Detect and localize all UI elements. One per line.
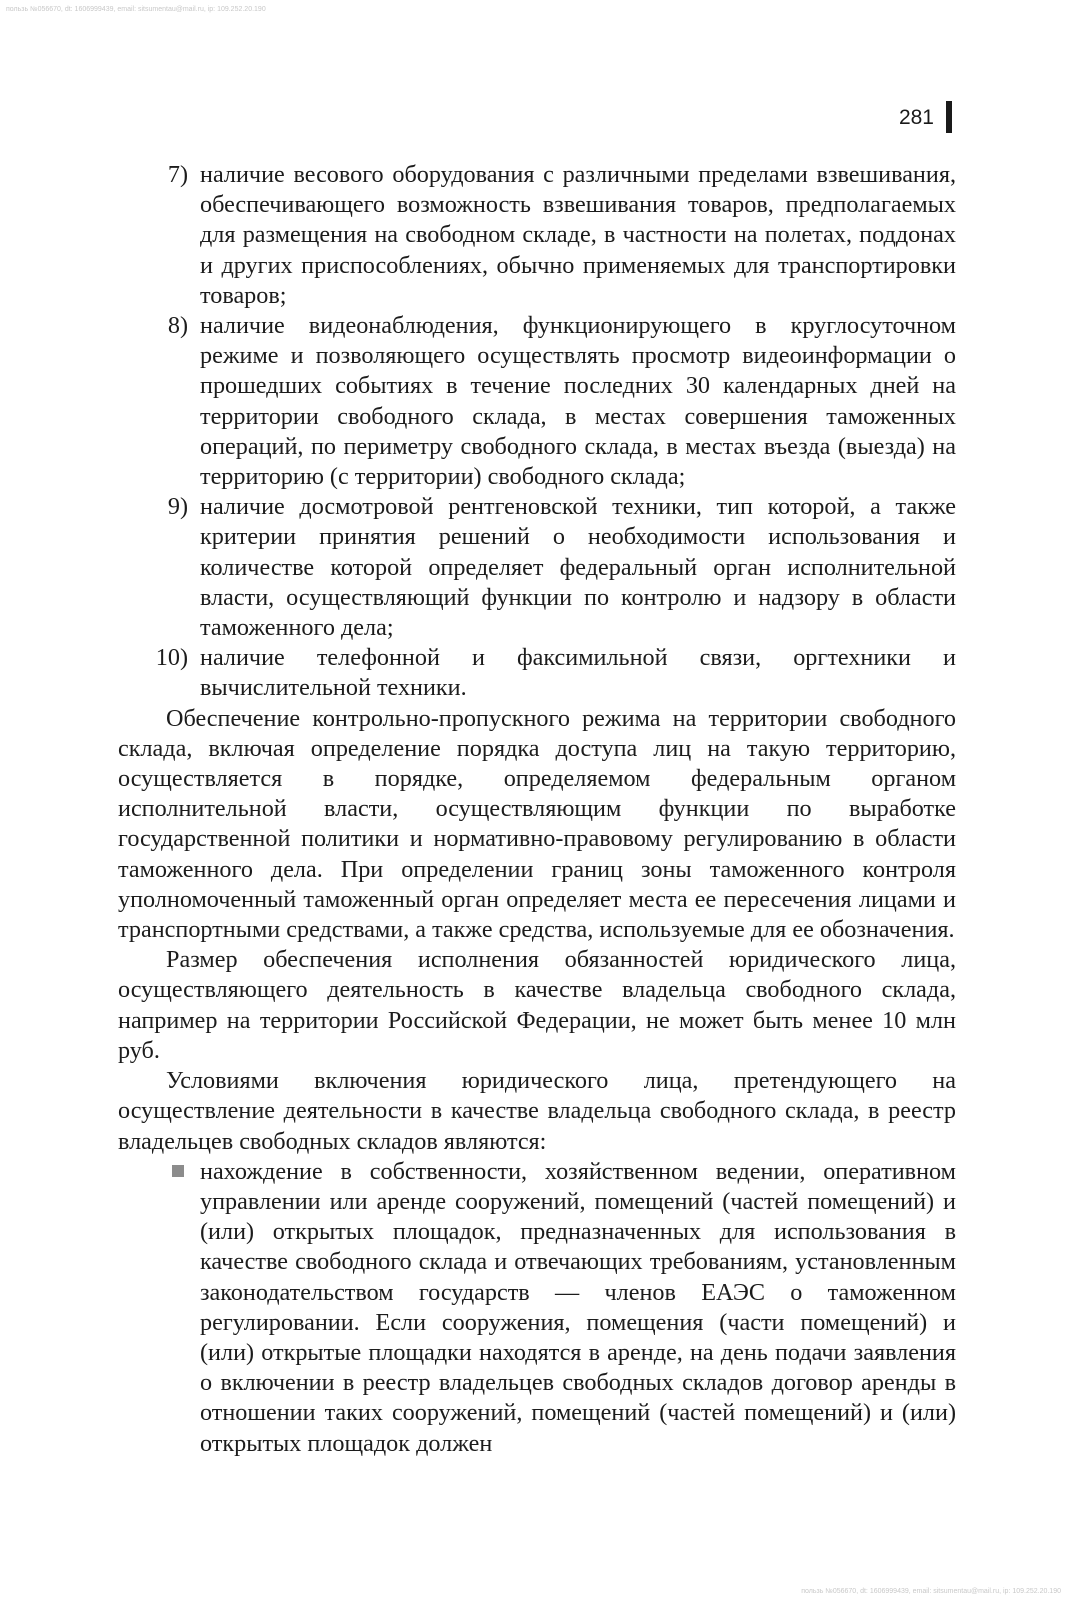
bullet-item (118, 1157, 956, 1459)
square-bullet-icon (172, 1165, 184, 1177)
bullet-item-text: нахождение в собственности, хозяйственном ведении, оперативном управлении или аренде сооружений, помещений (частей помещений) и (или) открытых площадок, предназначенных для использования в качестве свободного склада и отвечающих требованиям, установленным законодательством государств — членов ЕАЭС о таможенном регулировании. Если сооружения, помещения (части помещений) и (или) открытые площадки находятся в аренде, на день подачи заявления о включении в реестр владельцев свободных складов договор аренды в отношении таких сооружений, помещений (частей помещений) и (или) открытых площадок должен (200, 1157, 956, 1457)
paragraph-registry-conditions: Условиями включения юридического лица, претендующего на осуществление деятельности в качестве владельца свободного склада, в реестр владельцев свободных складов являются: (118, 1067, 956, 1155)
list-item (118, 160, 956, 311)
paragraph-checkpoint-regime: Обеспечение контрольно-пропускного режима на территории свободного склада, включая определение порядка доступа лиц на такую территорию, осуществляется в порядке, определяемом федеральным органом исполнительной власти, осуществляющим функции по выработке государственной политики и нормативно-правовому регулированию в области таможенного дела. При определении границ зоны таможенного контроля уполномоченный таможенный орган определяет места ее пересечения лицами и транспортными средствами, а также средства, используемые для ее обозначения. (118, 704, 956, 944)
list-item (118, 492, 956, 643)
numbered-list (118, 160, 956, 704)
list-item-number: 8) (167, 312, 188, 340)
list-item (118, 311, 956, 492)
page-number: 281 (898, 106, 934, 129)
watermark-top: пользь №056670, dt: 1606999439, email: sitsumentau@mail.ru, ip: 109.252.20.190 (6, 6, 266, 13)
list-item-number: 7) (167, 161, 188, 188)
watermark-bottom: пользь №056670, dt: 1606999439, email: sitsumentau@mail.ru, ip: 109.252.20.190 (801, 1588, 1061, 1595)
paragraph-security-amount: Размер обеспечения исполнения обязанностей юридического лица, осуществляющего деятельность в качестве владельца свободного склада, например на территории Российской Федерации, не может быть менее 10 млн руб. (118, 946, 956, 1064)
page-number-bar (946, 101, 952, 133)
list-item-text: наличие досмотровой рентгеновской техники, тип которой, а также критерии принятия решений о необходимости использования и количестве которой определяет федеральный орган исполнительной власти, осуществляющий функции по контролю и надзору в области таможенного дела; (200, 493, 956, 642)
list-item (118, 643, 956, 703)
bullet-list (118, 1157, 956, 1459)
list-item-text: наличие видеонаблюдения, функционирующего в круглосуточном режиме и позволяющего осуществлять просмотр видеоинформации о прошедших событиях в течение последних 30 календарных дней на территории свободного склада, в местах совершения таможенных операций, по периметру свободного склада, в местах въезда (выезда) на территорию (с территории) свободного склада; (200, 312, 956, 491)
list-item-number: 9) (167, 493, 188, 521)
list-item-number: 10) (155, 644, 188, 672)
list-item-text: наличие телефонной и факсимильной связи, оргтехники и вычислительной техники. (200, 644, 956, 702)
list-item-text: наличие весового оборудования с различными пределами взвешивания, обеспечивающего возможность взвешивания товаров, предполагаемых для размещения на свободном складе, в частности на полетах, поддонах и других приспособлениях, обычно применяемых для транспортировки товаров; (200, 161, 956, 309)
page-body (118, 160, 956, 1459)
